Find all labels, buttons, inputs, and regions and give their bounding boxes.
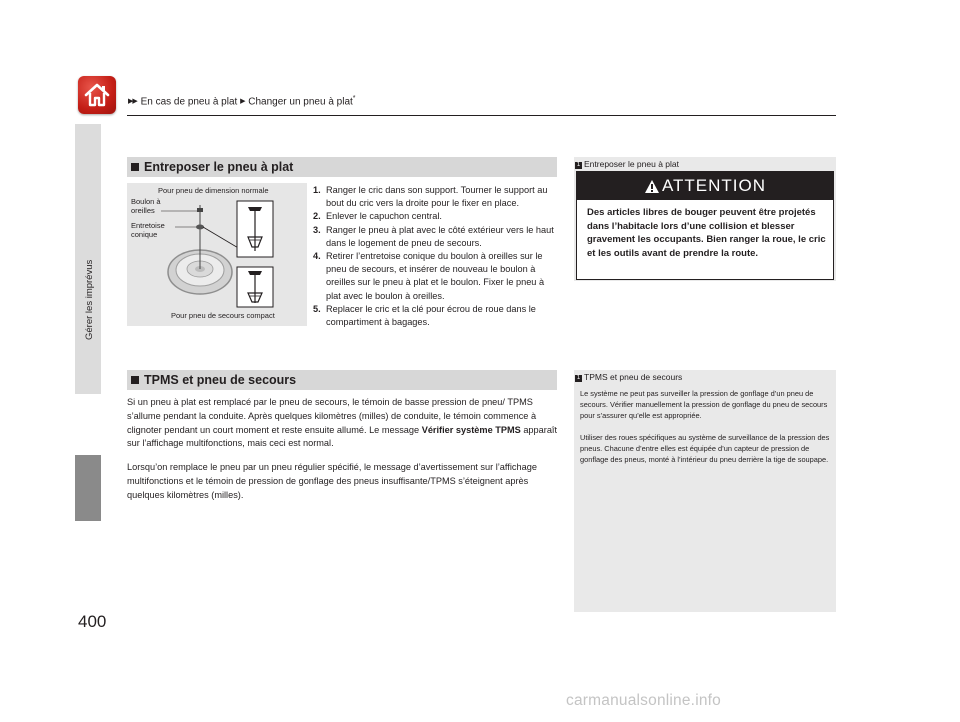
label-cone-spacer-2: conique (131, 230, 158, 239)
caution-label: ATTENTION (661, 176, 767, 195)
note-paragraph: Le système ne peut pas surveiller la pression de gonflage d’un pneu de secours. Vérifier manuellement la pression de gonflage du pneu de secours pour s’assurer qu’elle est appropriée. (580, 389, 828, 420)
home-button[interactable] (78, 76, 116, 114)
step-number: 5. (313, 303, 321, 314)
header-rule (127, 115, 836, 116)
note-marker-icon: 1 (576, 162, 581, 168)
label-normal-tire: Pour pneu de dimension normale (158, 186, 269, 195)
note-paragraph: Utiliser des roues spécifiques au système de surveillance de la pression des pneus. Chacune d’entre elles est équipée d’un capteur de pression de gonflage des pneus, monté à l’intérieur du pneu derrière la tige de soupape. (580, 433, 830, 464)
tpms-note-body (580, 388, 830, 465)
note-title-text: Entreposer le pneu à plat (584, 159, 679, 169)
step-item (313, 224, 559, 250)
breadcrumb-item-1[interactable]: En cas de pneu à plat (140, 96, 238, 108)
breadcrumb-arrow-icon: ▶▶ (128, 98, 137, 106)
spare-tire-figure (127, 183, 307, 326)
step-number: 3. (313, 224, 321, 235)
tpms-paragraph-1 (127, 396, 559, 451)
warning-triangle-icon (644, 179, 660, 194)
note-title (575, 372, 682, 382)
section-heading-store-flat (127, 157, 557, 177)
caution-box (576, 171, 834, 280)
step-text: Retirer l’entretoise conique du boulon à oreilles sur le pneu de secours, et insérer de nouveau le boulon à oreilles sur le pneu à plat et le boulon. Fixer le pneu à plat avec le boulon à oreilles. (326, 251, 545, 301)
step-item (313, 184, 559, 210)
step-item (313, 210, 559, 223)
caution-text: Des articles libres de bouger peuvent être projetés dans l’habitacle lors d’une collision et blesser gravement les occupants. Bien ranger la roue, le cric et les outils avant de prendre la route. (587, 207, 826, 259)
section-title: Entreposer le pneu à plat (144, 160, 294, 174)
breadcrumb-asterisk: * (352, 95, 356, 102)
step-item (313, 250, 559, 303)
section-title: TPMS et pneu de secours (144, 373, 297, 387)
note-title (575, 159, 679, 169)
note-title-text: TPMS et pneu de secours (584, 372, 683, 382)
breadcrumb-item-2[interactable]: Changer un pneu à plat (248, 96, 353, 108)
chapter-tab-label: Gérer les imprévus (84, 259, 95, 340)
breadcrumb-arrow-icon: ▶ (240, 98, 245, 106)
step-number: 4. (313, 251, 321, 262)
note-marker-icon: 1 (576, 375, 581, 381)
label-wing-bolt-1: Boulon à (131, 197, 161, 206)
step-number: 2. (313, 211, 321, 222)
page-number: 400 (78, 612, 107, 631)
label-cone-spacer-1: Entretoise (131, 221, 165, 230)
caution-banner (577, 172, 833, 200)
label-wing-bolt-2: oreilles (131, 206, 155, 215)
tpms-paragraph-2: Lorsqu’on remplace le pneu par un pneu régulier spécifié, le message d’avertissement sur l’affichage multifonctions et le témoin de pression de gonflage des pneus insuffisante/TPMS s’éteignent après quelques kilomètres (milles). (127, 462, 537, 500)
paragraph-text: apparaît sur l’affichage multifonctions, mais ceci est normal. (127, 424, 558, 449)
breadcrumb (128, 95, 356, 107)
chapter-index-marker (75, 455, 101, 521)
label-compact-spare: Pour pneu de secours compact (171, 311, 275, 320)
section-heading-tpms (127, 370, 557, 390)
square-bullet-icon (131, 163, 139, 171)
step-text: Replacer le cric et la clé pour écrou de roue dans le compartiment à bagages. (326, 303, 536, 328)
message-name: Vérifier système TPMS (421, 424, 521, 435)
square-bullet-icon (131, 376, 139, 384)
home-icon (83, 82, 111, 108)
step-text: Ranger le pneu à plat avec le côté extérieur vers le haut dans le logement de pneu de secours. (326, 224, 554, 248)
step-text: Enlever le capuchon central. (326, 211, 442, 222)
steps-list (313, 184, 559, 329)
step-item (313, 303, 559, 329)
step-number: 1. (313, 185, 321, 195)
watermark: carmanualsonline.info (566, 692, 721, 709)
step-text: Ranger le cric dans son support. Tourner le support au bout du cric vers la droite pour le fixer en place. (326, 185, 548, 209)
paragraph-text: Si un pneu à plat est remplacé par le pneu de secours, le témoin de basse pression de pneu/ TPMS s’allume pendant la conduite. Après quelques kilomètres (milles) de conduite, le témoin commence à clignoter pendant un court moment et reste ensuite allumé. Le message (127, 397, 537, 435)
